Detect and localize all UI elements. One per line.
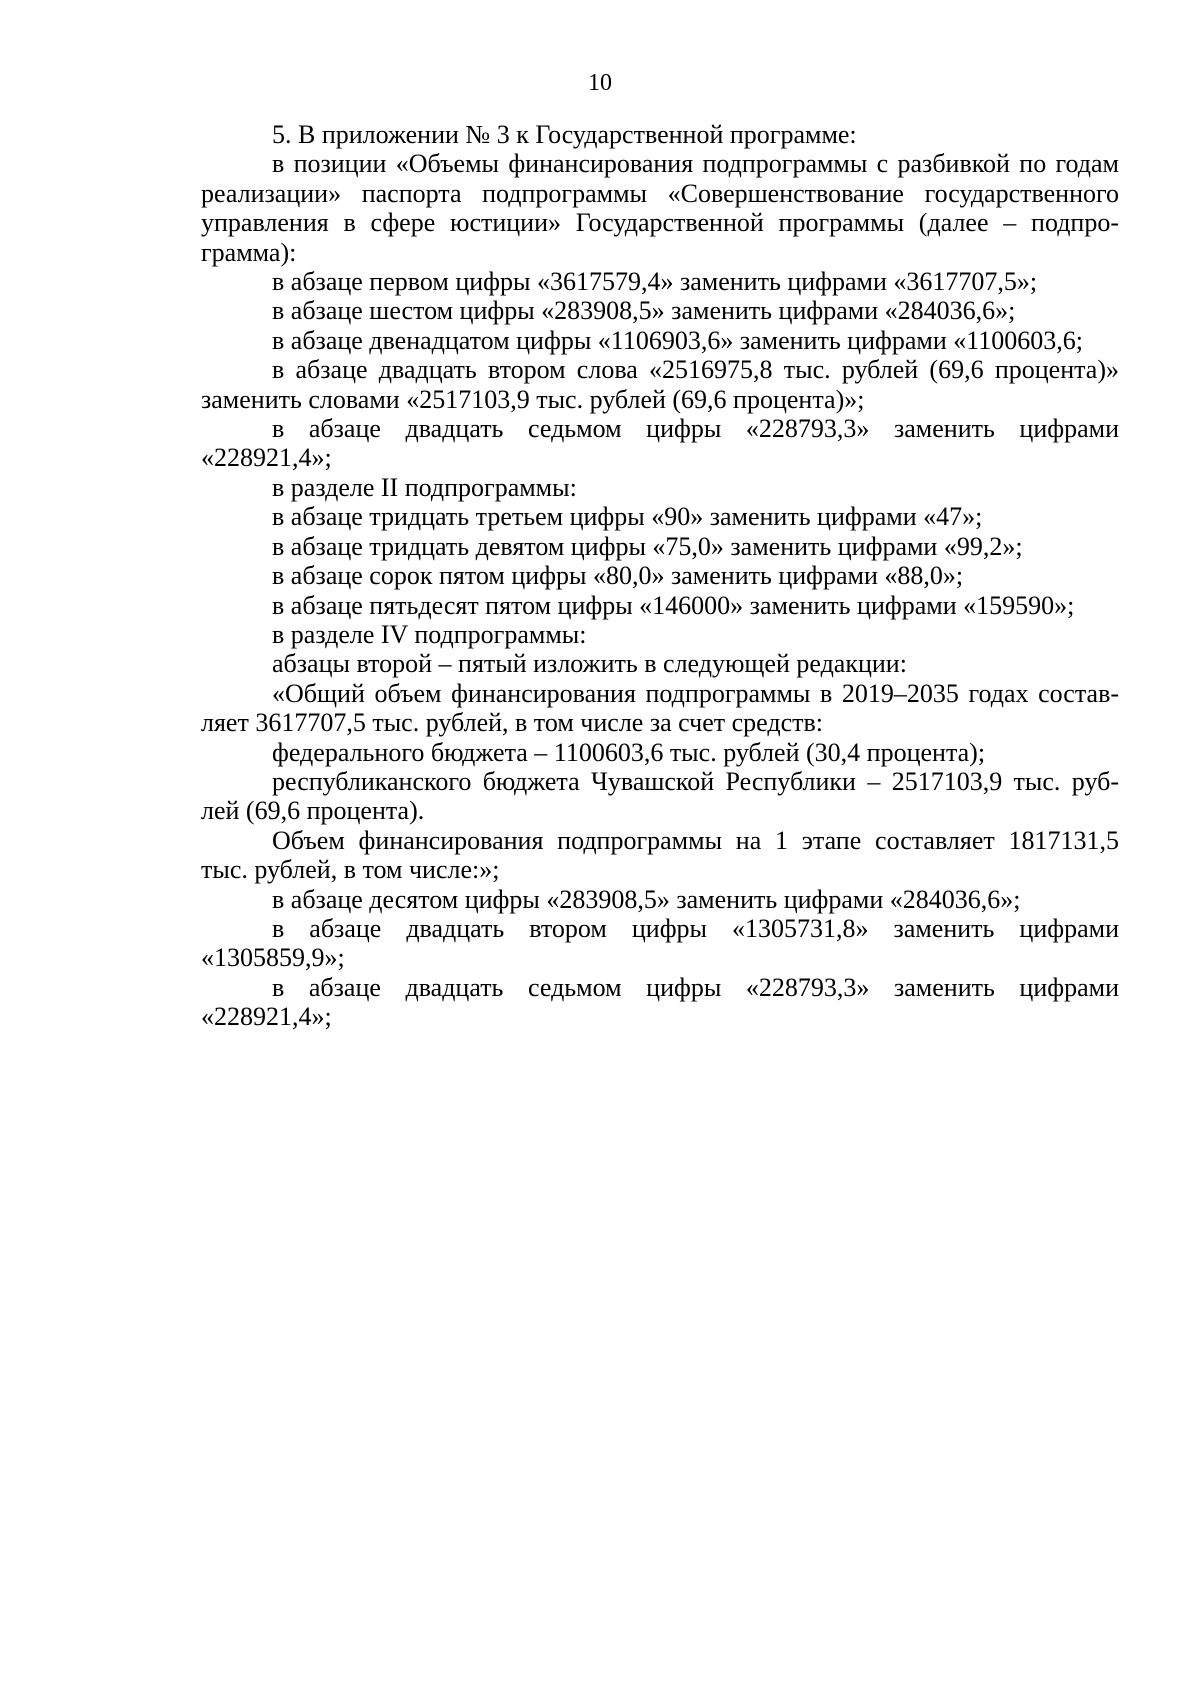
paragraph: в абзаце тридцать девятом цифры «75,0» заменить цифрами «99,2»; <box>272 531 1023 561</box>
paragraph: в абзаце двадцать седьмом цифры «228793,3» заменить цифрами «228921,4»; <box>201 972 1119 1032</box>
paragraph: республиканского бюджета Чувашской Республики – 2517103,9 тыс. руб-лей (69,6 процента). <box>201 766 1119 826</box>
paragraph: в абзаце двадцать втором слова «2516975,8 тыс. рублей (69,6 процента)» заменить словами «2517103,9 тыс. рублей (69,6 процента)»; <box>201 355 1119 414</box>
paragraph: в абзаце шестом цифры «283908,5» заменить цифрами «284036,6»; <box>272 296 1016 326</box>
paragraph: Объем финансирования подпрограммы на 1 этапе составляет 1817131,5 тыс. рублей, в том числе:»; <box>201 825 1119 885</box>
page-number: 10 <box>588 70 612 96</box>
paragraph: в абзаце тридцать третьем цифры «90» заменить цифрами «47»; <box>272 502 983 532</box>
paragraph: в абзаце пятьдесят пятом цифры «146000» заменить цифрами «159590»; <box>272 590 1075 620</box>
paragraph: в абзаце десятом цифры «283908,5» заменить цифрами «284036,6»; <box>272 884 1021 914</box>
document-body <box>201 120 1119 1032</box>
paragraph: в абзаце двенадцатом цифры «1106903,6» заменить цифрами «1100603,6; <box>272 325 1084 355</box>
paragraph: «Общий объем финансирования подпрограммы в 2019–2035 годах состав-ляет 3617707,5 тыс. рублей, в том числе за счет средств: <box>201 678 1119 738</box>
paragraph: в разделе II подпрограммы: <box>272 472 577 502</box>
paragraph: в абзаце первом цифры «3617579,4» заменить цифрами «3617707,5»; <box>272 267 1038 297</box>
paragraph: абзацы второй – пятый изложить в следующей редакции: <box>272 649 907 679</box>
paragraph: в позиции «Объемы финансирования подпрограммы с разбивкой по годам реализации» паспорта подпрограммы «Совершенствование государственного управления в сфере юстиции» Государственной программы (далее – подпро-грамма): <box>201 149 1119 267</box>
paragraph: в разделе IV подпрограммы: <box>272 619 587 649</box>
paragraph: в абзаце двадцать втором цифры «1305731,8» заменить цифрами «1305859,9»; <box>201 913 1119 973</box>
paragraph: 5. В приложении № 3 к Государственной программе: <box>272 120 857 149</box>
paragraph: в абзаце сорок пятом цифры «80,0» заменить цифрами «88,0»; <box>272 561 964 591</box>
paragraph: федерального бюджета – 1100603,6 тыс. рублей (30,4 процента); <box>272 737 986 767</box>
paragraph: в абзаце двадцать седьмом цифры «228793,3» заменить цифрами «228921,4»; <box>201 414 1119 473</box>
